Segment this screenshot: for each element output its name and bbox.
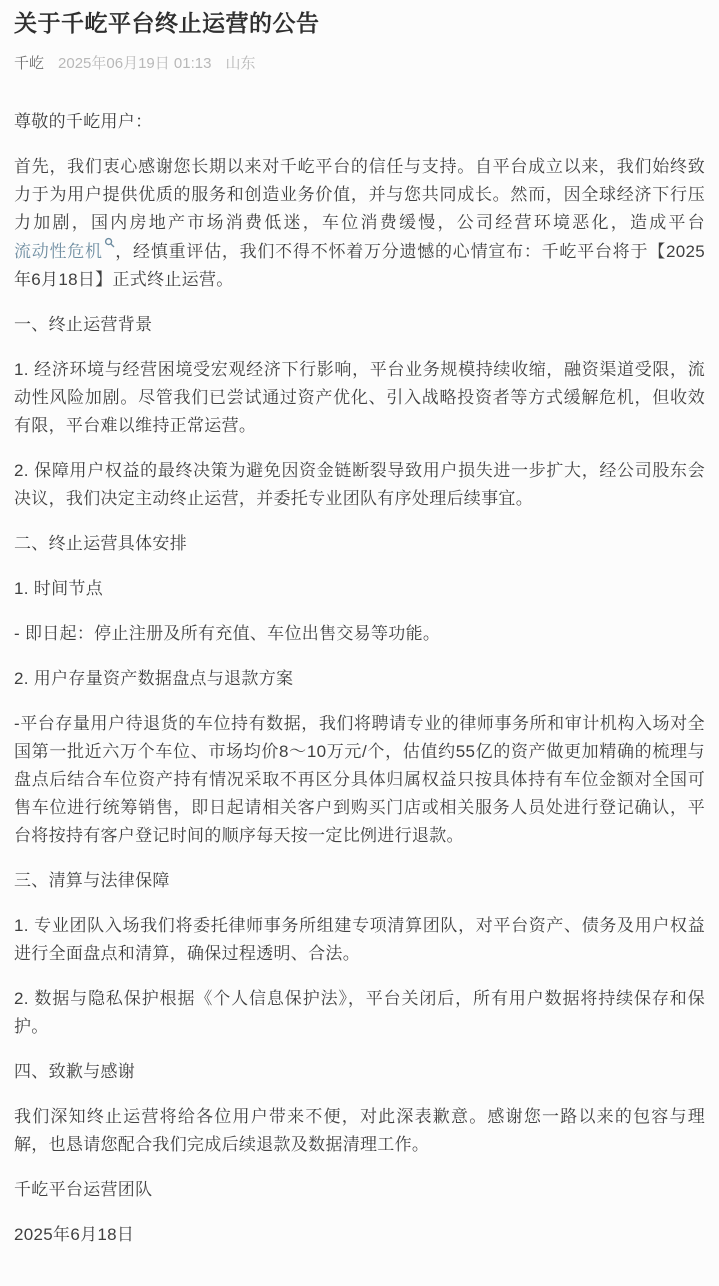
section-heading-liquidation: 三、清算与法律保障 [14, 871, 170, 890]
arrangements-item-timeline-heading: 1. 时间节点 [14, 579, 104, 598]
page-title: 关于千屹平台终止运营的公告 [14, 10, 320, 36]
background-item-1: 1. 经济环境与经营困境受宏观经济下行影响，平台业务规模持续收缩，融资渠道受限，流动性风险加剧。尽管我们已尝试通过资产优化、引入战略投资者等方式缓解危机，但收效有限，平台难以维持正常运营。 [14, 360, 705, 435]
arrangements-item-refund-heading: 2. 用户存量资产数据盘点与退款方案 [14, 669, 294, 688]
byline [14, 54, 705, 74]
section-heading-arrangements: 二、终止运营具体安排 [14, 534, 187, 553]
author-link[interactable]: 千屹 [14, 55, 45, 72]
apology-text: 我们深知终止运营将给各位用户带来不便，对此深表歉意。感谢您一路以来的包容与理解，也恳请您配合我们完成后续退款及数据清理工作。 [14, 1107, 705, 1154]
liquidation-item-1: 1. 专业团队入场我们将委托律师事务所组建专项清算团队，对平台资产、债务及用户权益进行全面盘点和清算，确保过程透明、合法。 [14, 916, 705, 963]
search-word-link[interactable] [14, 242, 115, 261]
greeting-text: 尊敬的千屹用户： [14, 112, 153, 131]
liquidation-item-2: 2. 数据与隐私保护根据《个人信息保护法》，平台关闭后，所有用户数据将持续保存和保护。 [14, 989, 705, 1036]
signature-team: 千屹平台运营团队 [14, 1180, 153, 1199]
arrangements-timeline-detail: - 即日起：停止注册及所有充值、车位出售交易等功能。 [14, 624, 441, 643]
intro-text-before-link: 首先，我们衷心感谢您长期以来对千屹平台的信任与支持。自平台成立以来，我们始终致力于为用户提供优质的服务和创造业务价值，并与您共同成长。然而，因全球经济下行压力加剧，国内房地产市场消费低迷，车位消费缓慢，公司经营环境恶化，造成平台 [14, 157, 705, 232]
background-item-2: 2. 保障用户权益的最终决策为避免因资金链断裂导致用户损失进一步扩大，经公司股东会决议，我们决定主动终止运营，并委托专业团队有序处理后续事宜。 [14, 461, 705, 508]
section-heading-apology: 四、致歉与感谢 [14, 1062, 136, 1081]
search-icon [104, 237, 115, 248]
intro-paragraph [14, 153, 705, 294]
signature-date: 2025年6月18日 [14, 1225, 135, 1244]
publish-datetime: 2025年06月19日 01:13 [58, 55, 212, 72]
section-heading-background: 一、终止运营背景 [14, 315, 153, 334]
intro-text-after-link: ，经慎重评估，我们不得不怀着万分遗憾的心情宣布：千屹平台将于【2025年6月18日】正式终止运营。 [14, 242, 705, 289]
arrangements-refund-detail: -平台存量用户待退货的车位持有数据，我们将聘请专业的律师事务所和审计机构入场对全国第一批近六万个车位、市场均价8～10万元/个，估值约55亿的资产做更加精确的梳理与盘点后结合车位资产持有情况采取不再区分具体归属权益只按具体持有车位金额对全国可售车位进行统筹销售，即日起请相关客户到购买门店或相关服务人员处进行登记确认，平台将按持有客户登记时间的顺序每天按一定比例进行退款。 [14, 714, 705, 845]
search-word-text: 流动性危机 [14, 242, 103, 261]
publish-location: 山东 [225, 55, 256, 72]
